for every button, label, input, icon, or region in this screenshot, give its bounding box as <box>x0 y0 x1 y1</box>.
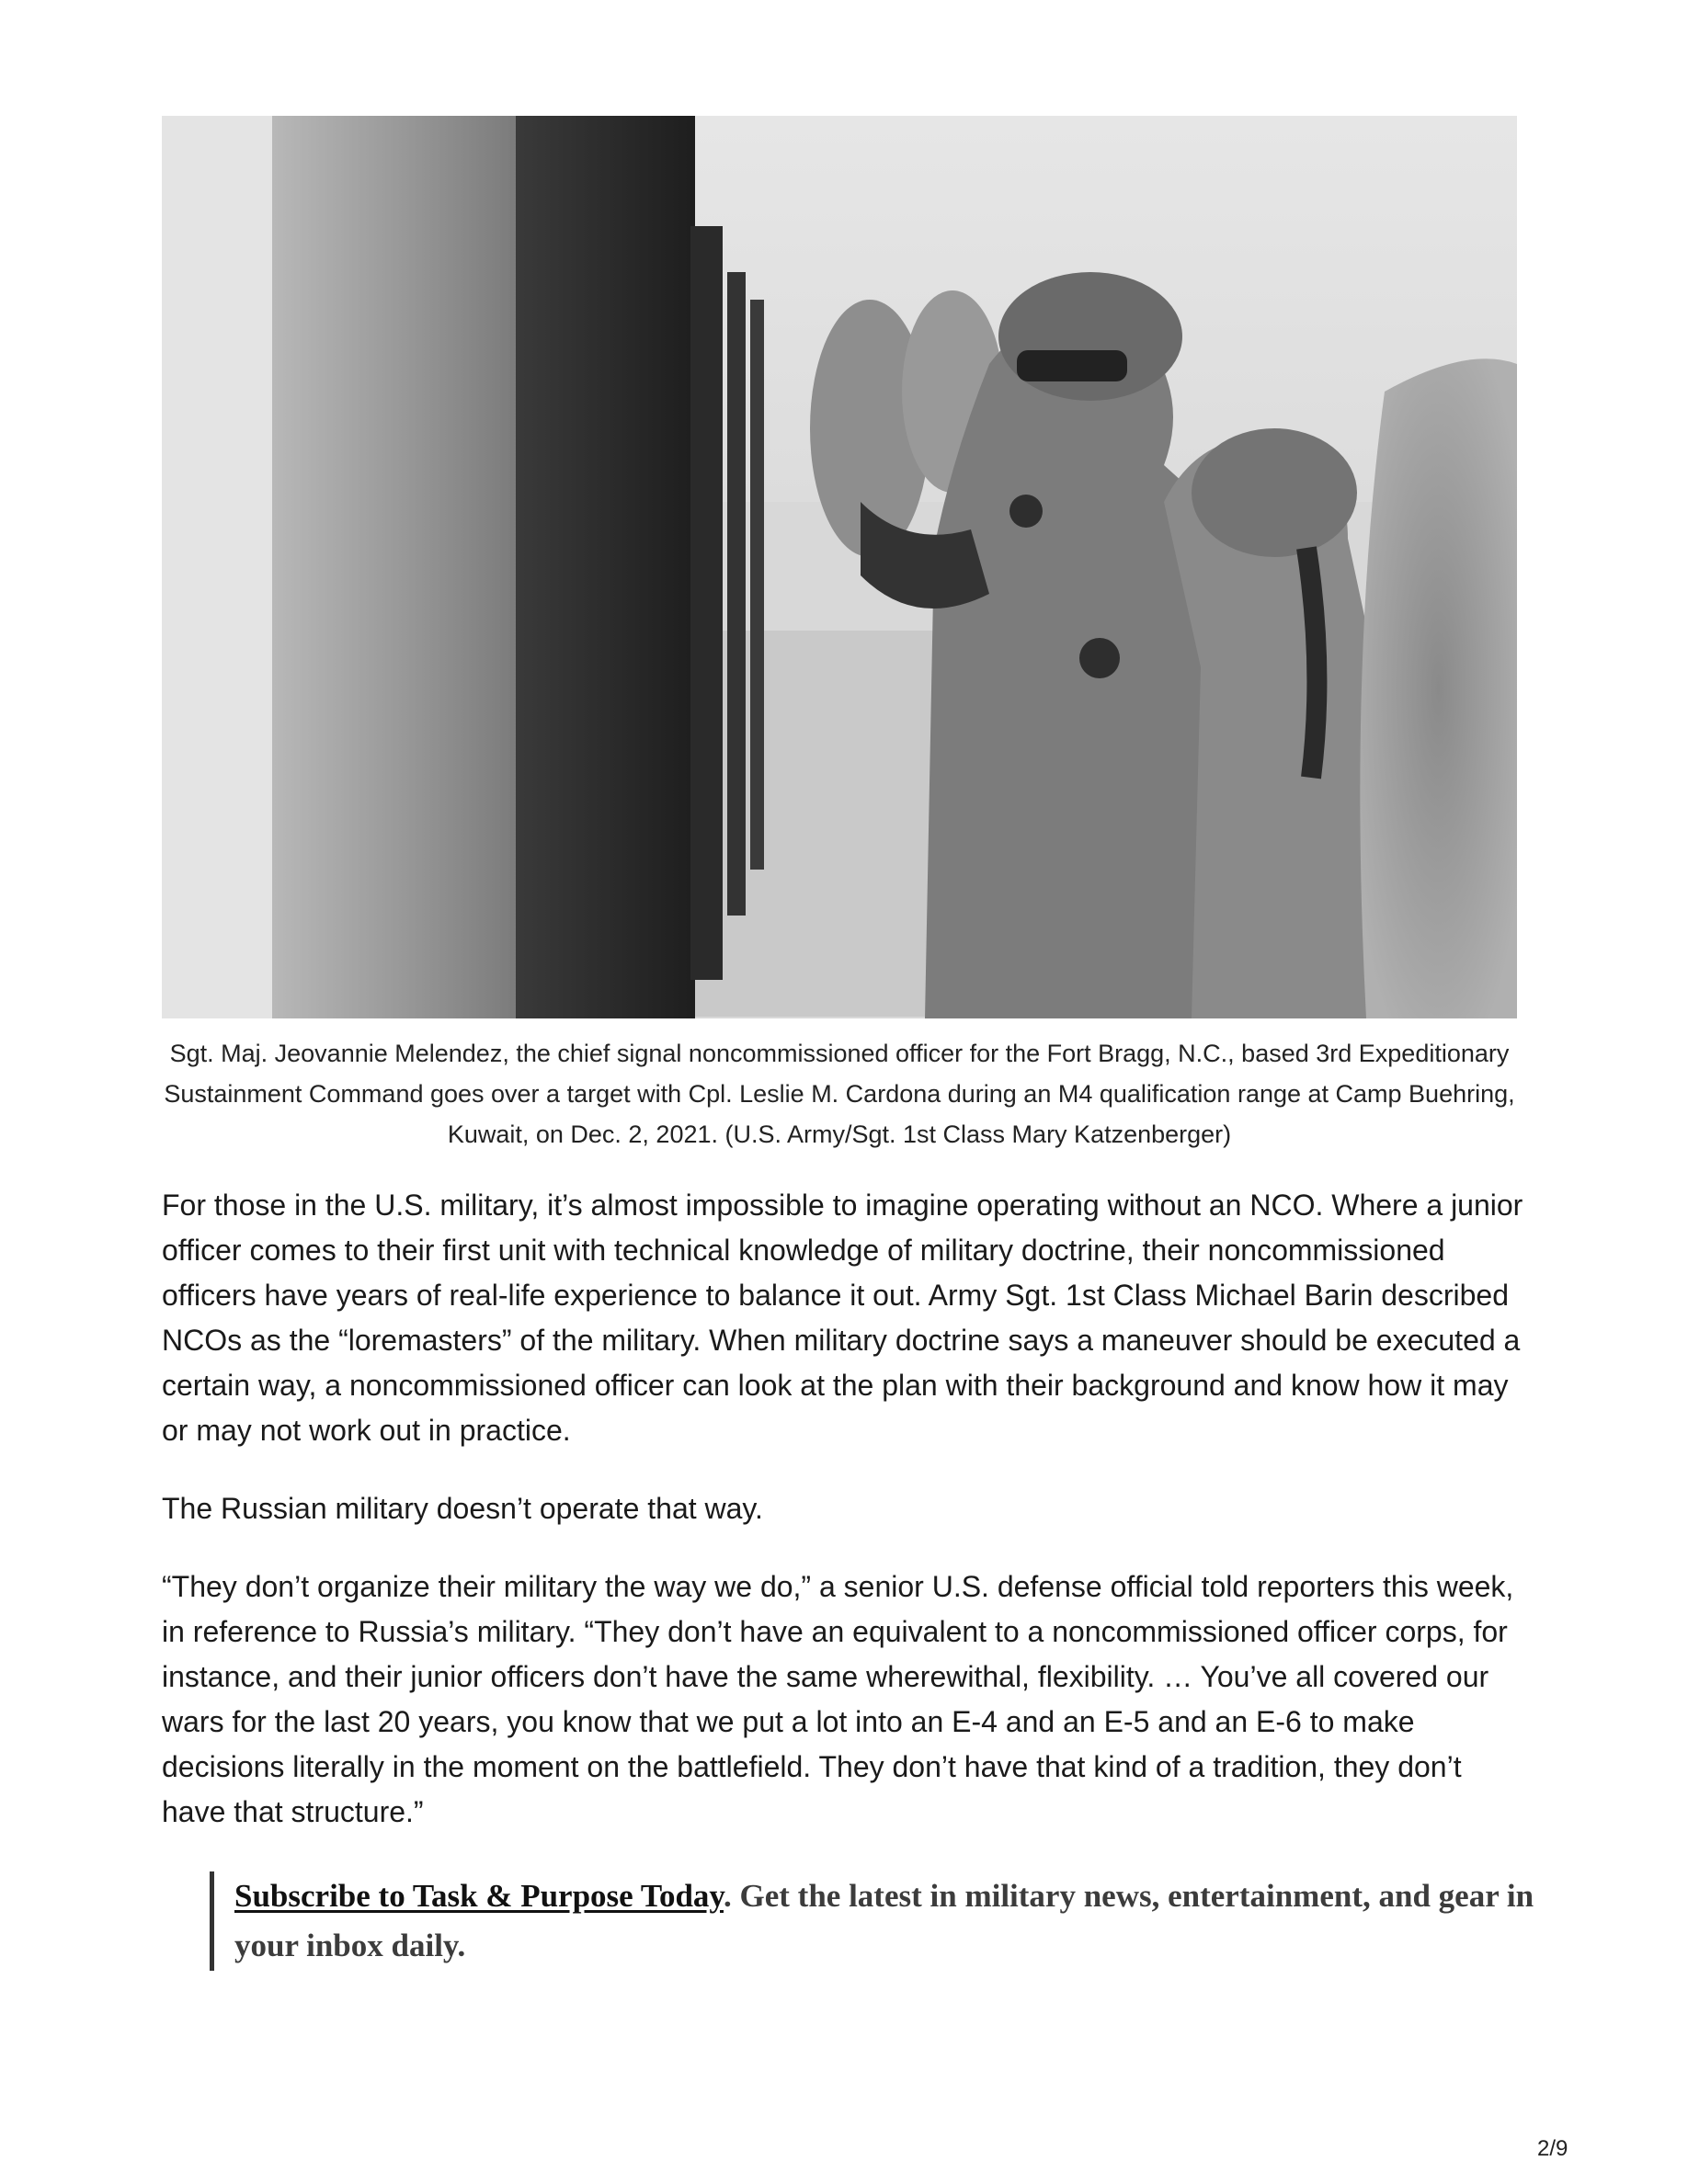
article-photo <box>162 116 1517 1018</box>
photo-caption: Sgt. Maj. Jeovannie Melendez, the chief signal noncommissioned officer for the Fort Bragg, N.C., based 3rd Expeditionary Sustainment Command goes over a target with Cpl. Leslie M. Cardona during an M4 qualification range at Camp Buehring, Kuwait, on Dec. 2, 2021. (U.S. Army/Sgt. 1st Class Mary Katzenberger) <box>164 1040 1515 1148</box>
paragraph: For those in the U.S. military, it’s almost impossible to imagine operating without an NCO. Where a junior officer comes to their first unit with technical knowledge of military doctrine, their noncommissioned officers have years of real-life experience to balance it out. Army Sgt. 1st Class Michael Barin described NCOs as the “loremasters” of the military. When military doctrine says a maneuver should be executed a certain way, a noncommissioned officer can look at the plan with their background and know how it may or may not work out in practice. <box>162 1189 1523 1447</box>
subscribe-callout <box>210 1871 1540 1971</box>
paragraph: “They don’t organize their military the way we do,” a senior U.S. defense official told reporters this week, in reference to Russia’s military. “They don’t have an equivalent to a noncommissioned officer corps, for instance, and their junior officers don’t have the same wherewithal, flexibility. … You’ve all covered our wars for the last 20 years, you know that we put a lot into an E-4 and an E-5 and an E-6 to make decisions literally in the moment on the battlefield. They don’t have that kind of a tradition, they don’t have that structure.” <box>162 1570 1514 1828</box>
subscribe-description: . Get the latest in military news, entertainment, and gear in your inbox daily. <box>234 1878 1534 1963</box>
page-number: 2/9 <box>1537 2136 1568 2161</box>
article-body <box>162 1183 1532 1868</box>
subscribe-link[interactable]: Subscribe to Task & Purpose Today <box>234 1878 724 1914</box>
paragraph: The Russian military doesn’t operate that way. <box>162 1492 763 1525</box>
